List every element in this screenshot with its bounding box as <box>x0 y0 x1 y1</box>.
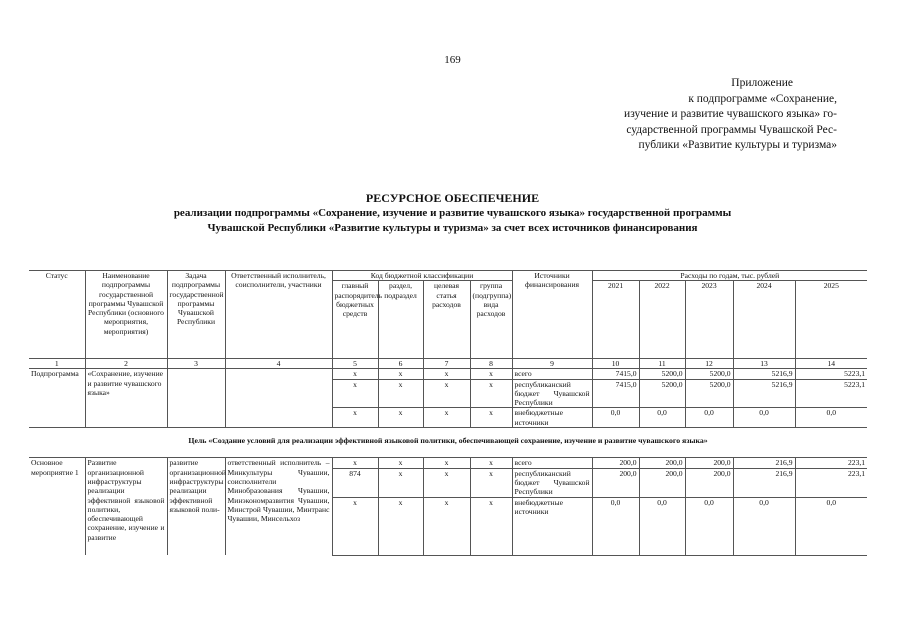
value-2024: 5216,9 <box>733 369 795 379</box>
value-2021: 0,0 <box>592 497 639 555</box>
value-2023: 5200,0 <box>685 369 733 379</box>
header-section: раздел, подраздел <box>378 281 423 359</box>
value-2021: 200,0 <box>592 458 639 468</box>
column-number: 10 <box>592 359 639 369</box>
value-2023: 5200,0 <box>685 379 733 408</box>
value-2021: 7415,0 <box>592 369 639 379</box>
value-2023: 200,0 <box>685 468 733 497</box>
code-target: x <box>423 408 470 428</box>
header-year-2022: 2022 <box>639 281 685 359</box>
funding-source: внебюджетные источники <box>512 497 592 555</box>
value-2025: 223,1 <box>795 458 867 468</box>
column-number: 2 <box>85 359 167 369</box>
value-2025: 0,0 <box>795 497 867 555</box>
code-group: x <box>470 408 512 428</box>
code-target: x <box>423 369 470 379</box>
value-2024: 216,9 <box>733 458 795 468</box>
funding-source: республиканский бюджет Чувашской Республики <box>512 468 592 497</box>
value-2022: 200,0 <box>639 458 685 468</box>
value-2024: 0,0 <box>733 497 795 555</box>
column-number: 6 <box>378 359 423 369</box>
code-group: x <box>470 379 512 408</box>
value-2022: 200,0 <box>639 468 685 497</box>
column-number: 5 <box>332 359 378 369</box>
header-budget-code: Код бюджетной классификации <box>332 271 512 281</box>
code-target: x <box>423 497 470 555</box>
funding-source: внебюджетные источники <box>512 408 592 428</box>
header-year-2025: 2025 <box>795 281 867 359</box>
value-2021: 0,0 <box>592 408 639 428</box>
value-2022: 0,0 <box>639 408 685 428</box>
column-number: 1 <box>29 359 85 369</box>
column-number: 12 <box>685 359 733 369</box>
code-grbs: x <box>332 408 378 428</box>
header-sources: Источники финансирования <box>512 271 592 359</box>
value-2025: 5223,1 <box>795 369 867 379</box>
column-number: 4 <box>225 359 332 369</box>
value-2024: 5216,9 <box>733 379 795 408</box>
subprogram-responsible <box>225 369 332 428</box>
column-number-row <box>29 359 867 369</box>
title-line-3: Чувашской Республики «Развитие культуры и туризма» за счет всех источников финансирования <box>207 221 698 234</box>
subprogram-task <box>167 369 225 428</box>
value-2022: 0,0 <box>639 497 685 555</box>
code-section: x <box>378 369 423 379</box>
column-number: 3 <box>167 359 225 369</box>
code-section: x <box>378 408 423 428</box>
header-responsible: Ответственный исполнитель, соисполнители, участники <box>225 271 332 359</box>
subprogram-row-total <box>29 369 867 379</box>
appendix-block <box>547 76 837 154</box>
funding-source: всего <box>512 458 592 468</box>
header-year-2024: 2024 <box>733 281 795 359</box>
header-group: группа (подгруппа) вида расходов <box>470 281 512 359</box>
header-expenses: Расходы по годам, тыс. рублей <box>592 271 867 281</box>
appendix-line-5: публики «Развитие культуры и туризма» <box>638 139 837 151</box>
header-name: Наименование подпрограммы государственной программы Чувашской Республики (основного мероприятия, мероприятия) <box>85 271 167 359</box>
resource-table <box>29 270 867 556</box>
column-number: 8 <box>470 359 512 369</box>
header-target: целевая статья расходов <box>423 281 470 359</box>
code-group: x <box>470 369 512 379</box>
header-status: Статус <box>29 271 85 359</box>
code-grbs: x <box>332 458 378 468</box>
code-group: x <box>470 497 512 555</box>
header-task: Задача подпрограммы государственной программы Чувашской Республики <box>167 271 225 359</box>
column-number: 9 <box>512 359 592 369</box>
funding-source: всего <box>512 369 592 379</box>
code-grbs: 874 <box>332 468 378 497</box>
value-2022: 5200,0 <box>639 369 685 379</box>
code-group: x <box>470 468 512 497</box>
header-year-2023: 2023 <box>685 281 733 359</box>
main-event-responsible: ответственный исполнитель – Минкультуры Чувашии, соисполнители Минобразования Чувашии, Минэкономразвития Чувашии, Минстрой Чувашии, Минтранс Чувашии, Минсельхоз <box>225 458 332 555</box>
subprogram-status: Подпрограмма <box>29 369 85 428</box>
column-number: 7 <box>423 359 470 369</box>
funding-source: республиканский бюджет Чувашской Республики <box>512 379 592 408</box>
code-section: x <box>378 458 423 468</box>
code-grbs: x <box>332 497 378 555</box>
appendix-line-4: сударственной программы Чувашской Рес- <box>626 123 837 136</box>
value-2024: 0,0 <box>733 408 795 428</box>
header-row-1 <box>29 271 867 281</box>
main-event-row-total <box>29 458 867 468</box>
code-target: x <box>423 379 470 408</box>
appendix-line-3: изучение и развитие чувашского языка» го- <box>624 108 837 120</box>
main-event-task: развитие организационной инфраструктуры реализации эффективной языковой поли- <box>167 458 225 555</box>
value-2024: 216,9 <box>733 468 795 497</box>
value-2025: 0,0 <box>795 408 867 428</box>
title-line-1: РЕСУРСНОЕ ОБЕСПЕЧЕНИЕ <box>365 191 540 205</box>
appendix-line-1: Приложение <box>731 77 793 89</box>
code-group: x <box>470 458 512 468</box>
code-target: x <box>423 458 470 468</box>
value-2025: 5223,1 <box>795 379 867 408</box>
column-number: 13 <box>733 359 795 369</box>
document-title <box>70 190 835 235</box>
code-grbs: x <box>332 379 378 408</box>
code-section: x <box>378 497 423 555</box>
code-target: x <box>423 468 470 497</box>
goal-row <box>29 428 867 458</box>
title-line-2: реализации подпрограммы «Сохранение, изучение и развитие чувашского языка» государственной программы <box>173 207 732 219</box>
page-number: 169 <box>444 54 461 66</box>
value-2021: 200,0 <box>592 468 639 497</box>
value-2021: 7415,0 <box>592 379 639 408</box>
column-number: 14 <box>795 359 867 369</box>
goal-text: Цель «Создание условий для реализации эффективной языковой политики, обеспечивающей сохранение, изучение и развитие чувашского языка» <box>29 428 867 458</box>
code-section: x <box>378 468 423 497</box>
main-event-name: Развитие организационной инфраструктуры реализации эффективной языковой политики, обеспечивающей сохранение, изучение и развитие <box>85 458 167 555</box>
value-2022: 5200,0 <box>639 379 685 408</box>
header-year-2021: 2021 <box>592 281 639 359</box>
code-grbs: x <box>332 369 378 379</box>
appendix-line-2: к подпрограмме «Сохранение, <box>688 92 837 105</box>
value-2023: 200,0 <box>685 458 733 468</box>
subprogram-name: «Сохранение, изучение и развитие чувашского языка» <box>85 369 167 428</box>
main-event-status: Основное мероприятие 1 <box>29 458 85 555</box>
value-2025: 223,1 <box>795 468 867 497</box>
header-grbs: главный распорядитель бюджетных средств <box>332 281 378 359</box>
column-number: 11 <box>639 359 685 369</box>
value-2023: 0,0 <box>685 408 733 428</box>
code-section: x <box>378 379 423 408</box>
value-2023: 0,0 <box>685 497 733 555</box>
